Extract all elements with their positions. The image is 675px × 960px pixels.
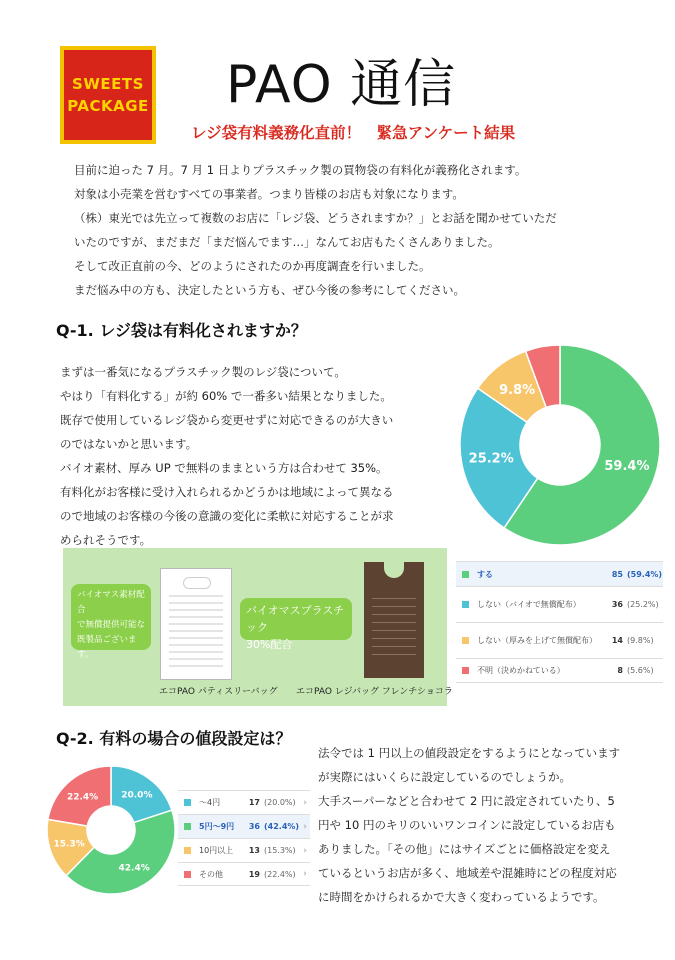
legend-row (456, 586, 663, 622)
legend-count: 17 (248, 798, 260, 807)
q1-body-line: バイオ素材、厚み UP で無料のままという方は合わせて 35%。 (60, 461, 388, 475)
q2-heading: Q-2. 有料の場合の値段設定は？ (56, 726, 291, 748)
intro-line: まだ悩み中の方も、決定したという方も、ぜひ今後の参考にしてください。 (74, 283, 465, 297)
legend-swatch (462, 571, 469, 578)
legend-count: 13 (248, 846, 260, 855)
q2-body-line: ありました。「その他」にはサイズごとに価格設定を変え (318, 842, 611, 856)
q1-donut-chart (458, 343, 662, 547)
q1-heading: Q-1. レジ袋は有料化されますか？ (56, 318, 307, 340)
intro-line: 目前に迫った 7 月。7 月 1 日よりプラスチック製の買物袋の有料化が義務化されます。 (74, 163, 527, 177)
intro-paragraph (74, 158, 634, 302)
chevron-right-icon[interactable]: › (303, 821, 307, 832)
legend-label: その他 (199, 869, 223, 879)
bubble-line: バイオマスプラスチック (246, 604, 345, 634)
legend-swatch (184, 871, 191, 878)
legend-label: 不明（決めかねている） (477, 666, 565, 675)
legend-percent: (22.4%) (264, 869, 296, 879)
intro-line: （株）東光では先立って複数のお店に「レジ袋、どうされますか？」とお話を聞かせていただ (74, 211, 557, 225)
donut-slice-label: 22.4% (66, 792, 99, 803)
q1-body-line: められそうです。 (60, 533, 152, 547)
chevron-right-icon[interactable]: › (303, 845, 307, 856)
q1-body-line: やはり「有料化する」が約 60% で一番多い結果となりました。 (60, 389, 392, 403)
biomass-30-bubble (240, 598, 352, 651)
legend-row (456, 561, 663, 586)
logo-line-1: SWEETS (72, 75, 144, 93)
bubble-line: 30%配合 (246, 638, 293, 651)
donut-slice-label: 20.0% (121, 790, 153, 801)
q1-body (60, 360, 450, 552)
legend-swatch (462, 601, 469, 608)
legend-count: 36 (611, 600, 623, 609)
biomass-note-bubble (71, 584, 151, 660)
bubble-line: で無償提供可能な (77, 620, 146, 630)
bag-handle (183, 577, 211, 589)
logo-line-2: PACKAGE (67, 97, 149, 115)
legend-count: 8 (617, 666, 623, 675)
eco-products-panel (63, 548, 453, 706)
q2-body (318, 741, 658, 909)
legend-label: 5円～9円 (199, 822, 235, 831)
legend-percent: (15.3%) (264, 846, 296, 855)
legend-swatch (462, 637, 469, 644)
q1-body-line: 有料化がお客様に受け入れられるかどうかは地域によって異なる (60, 485, 394, 499)
chevron-right-icon[interactable]: › (303, 869, 307, 879)
intro-line: そして改正直前の今、どのようにされたのか再度調査を行いました。 (74, 259, 431, 273)
legend-swatch (462, 667, 469, 674)
legend-row (456, 622, 663, 658)
legend-count: 14 (611, 636, 623, 645)
q2-body-line: 円や 10 円のキリのいいワンコインに設定しているお店も (318, 818, 616, 832)
chocolat-bag-caption: エコPAO レジバッグ フレンチショコラ (296, 687, 453, 697)
donut-slice-label: 42.4% (118, 863, 150, 874)
legend-percent: (59.4%) (627, 569, 663, 579)
q2-body-line: に時間をかけられるかで大きく変わっているようです。 (318, 890, 605, 904)
legend-label: 10円以上 (199, 846, 234, 855)
page-subtitle: レジ袋有料義務化直前！ 緊急アンケート結果 (191, 124, 516, 142)
q1-body-line: ので地域のお客様の今後の意識の変化に柔軟に対応することが求 (60, 509, 394, 523)
legend-swatch (184, 799, 191, 806)
legend-percent: (42.4%) (264, 822, 300, 831)
chocolat-bag-image (364, 562, 424, 678)
page-title: PAO 通信 (226, 55, 457, 115)
bag-print-pattern (372, 598, 416, 658)
q2-body-line: 大手スーパーなどと合わせて 2 円に設定されていたり、5 (318, 794, 615, 808)
bag-handle-cutout (384, 562, 404, 578)
sweets-package-logo (60, 46, 156, 144)
donut-slice-label: 25.2% (468, 451, 514, 467)
q1-results-table (456, 561, 663, 683)
legend-percent: (9.8%) (627, 636, 654, 645)
chevron-right-icon[interactable]: › (303, 797, 307, 808)
legend-row (178, 838, 310, 862)
q2-donut-chart (44, 750, 178, 910)
q1-body-line: まずは一番気になるプラスチック製のレジ袋について。 (60, 365, 346, 379)
intro-line: いたのですが、まだまだ「まだ悩んでます…」なんてお店もたくさんありました。 (74, 235, 500, 249)
legend-count: 36 (248, 822, 260, 831)
bubble-line: 既製品ございます。 (77, 635, 137, 660)
donut-slice-label: 15.3% (53, 839, 85, 850)
legend-row (178, 790, 310, 814)
legend-label: しない（厚みを上げて無償配布） (477, 636, 597, 645)
legend-percent: (5.6%) (627, 666, 654, 675)
legend-swatch (184, 847, 191, 854)
logo-inner (64, 50, 152, 140)
q2-body-line: 法令では 1 円以上の値段設定をするようにとなっています (318, 746, 621, 760)
donut-slice-label: 9.8% (499, 383, 536, 399)
q2-body-line: が実際にはいくらに設定しているのでしょうか。 (318, 770, 571, 784)
legend-percent: (25.2%) (627, 600, 659, 609)
legend-count: 19 (248, 869, 260, 879)
legend-label: しない（バイオで無償配布） (477, 600, 581, 609)
q2-results-table (178, 790, 310, 886)
legend-row (456, 658, 663, 683)
bubble-line: バイオマス素材配合 (77, 590, 145, 615)
legend-label: ～4円 (199, 798, 221, 807)
legend-row (178, 814, 310, 838)
legend-percent: (20.0%) (264, 798, 296, 807)
q2-body-line: ているというお店が多く、地域差や混雑時にどの程度対応 (318, 866, 617, 880)
q1-body-line: 既存で使用しているレジ袋から変更せずに対応できるのが大きい (60, 413, 394, 427)
legend-swatch (184, 823, 191, 830)
legend-count: 85 (611, 569, 623, 579)
patisserie-bag-image (160, 568, 232, 680)
legend-label: する (477, 569, 493, 579)
legend-row (178, 862, 310, 886)
intro-line: 対象は小売業を営むすべての事業者。つまり皆様のお店も対象になります。 (74, 187, 464, 201)
q1-body-line: のではないかと思います。 (60, 437, 198, 451)
patisserie-bag-caption: エコPAO パティスリーバッグ (159, 687, 278, 697)
donut-slice-label: 59.4% (604, 459, 650, 475)
bag-print-pattern (169, 595, 223, 671)
